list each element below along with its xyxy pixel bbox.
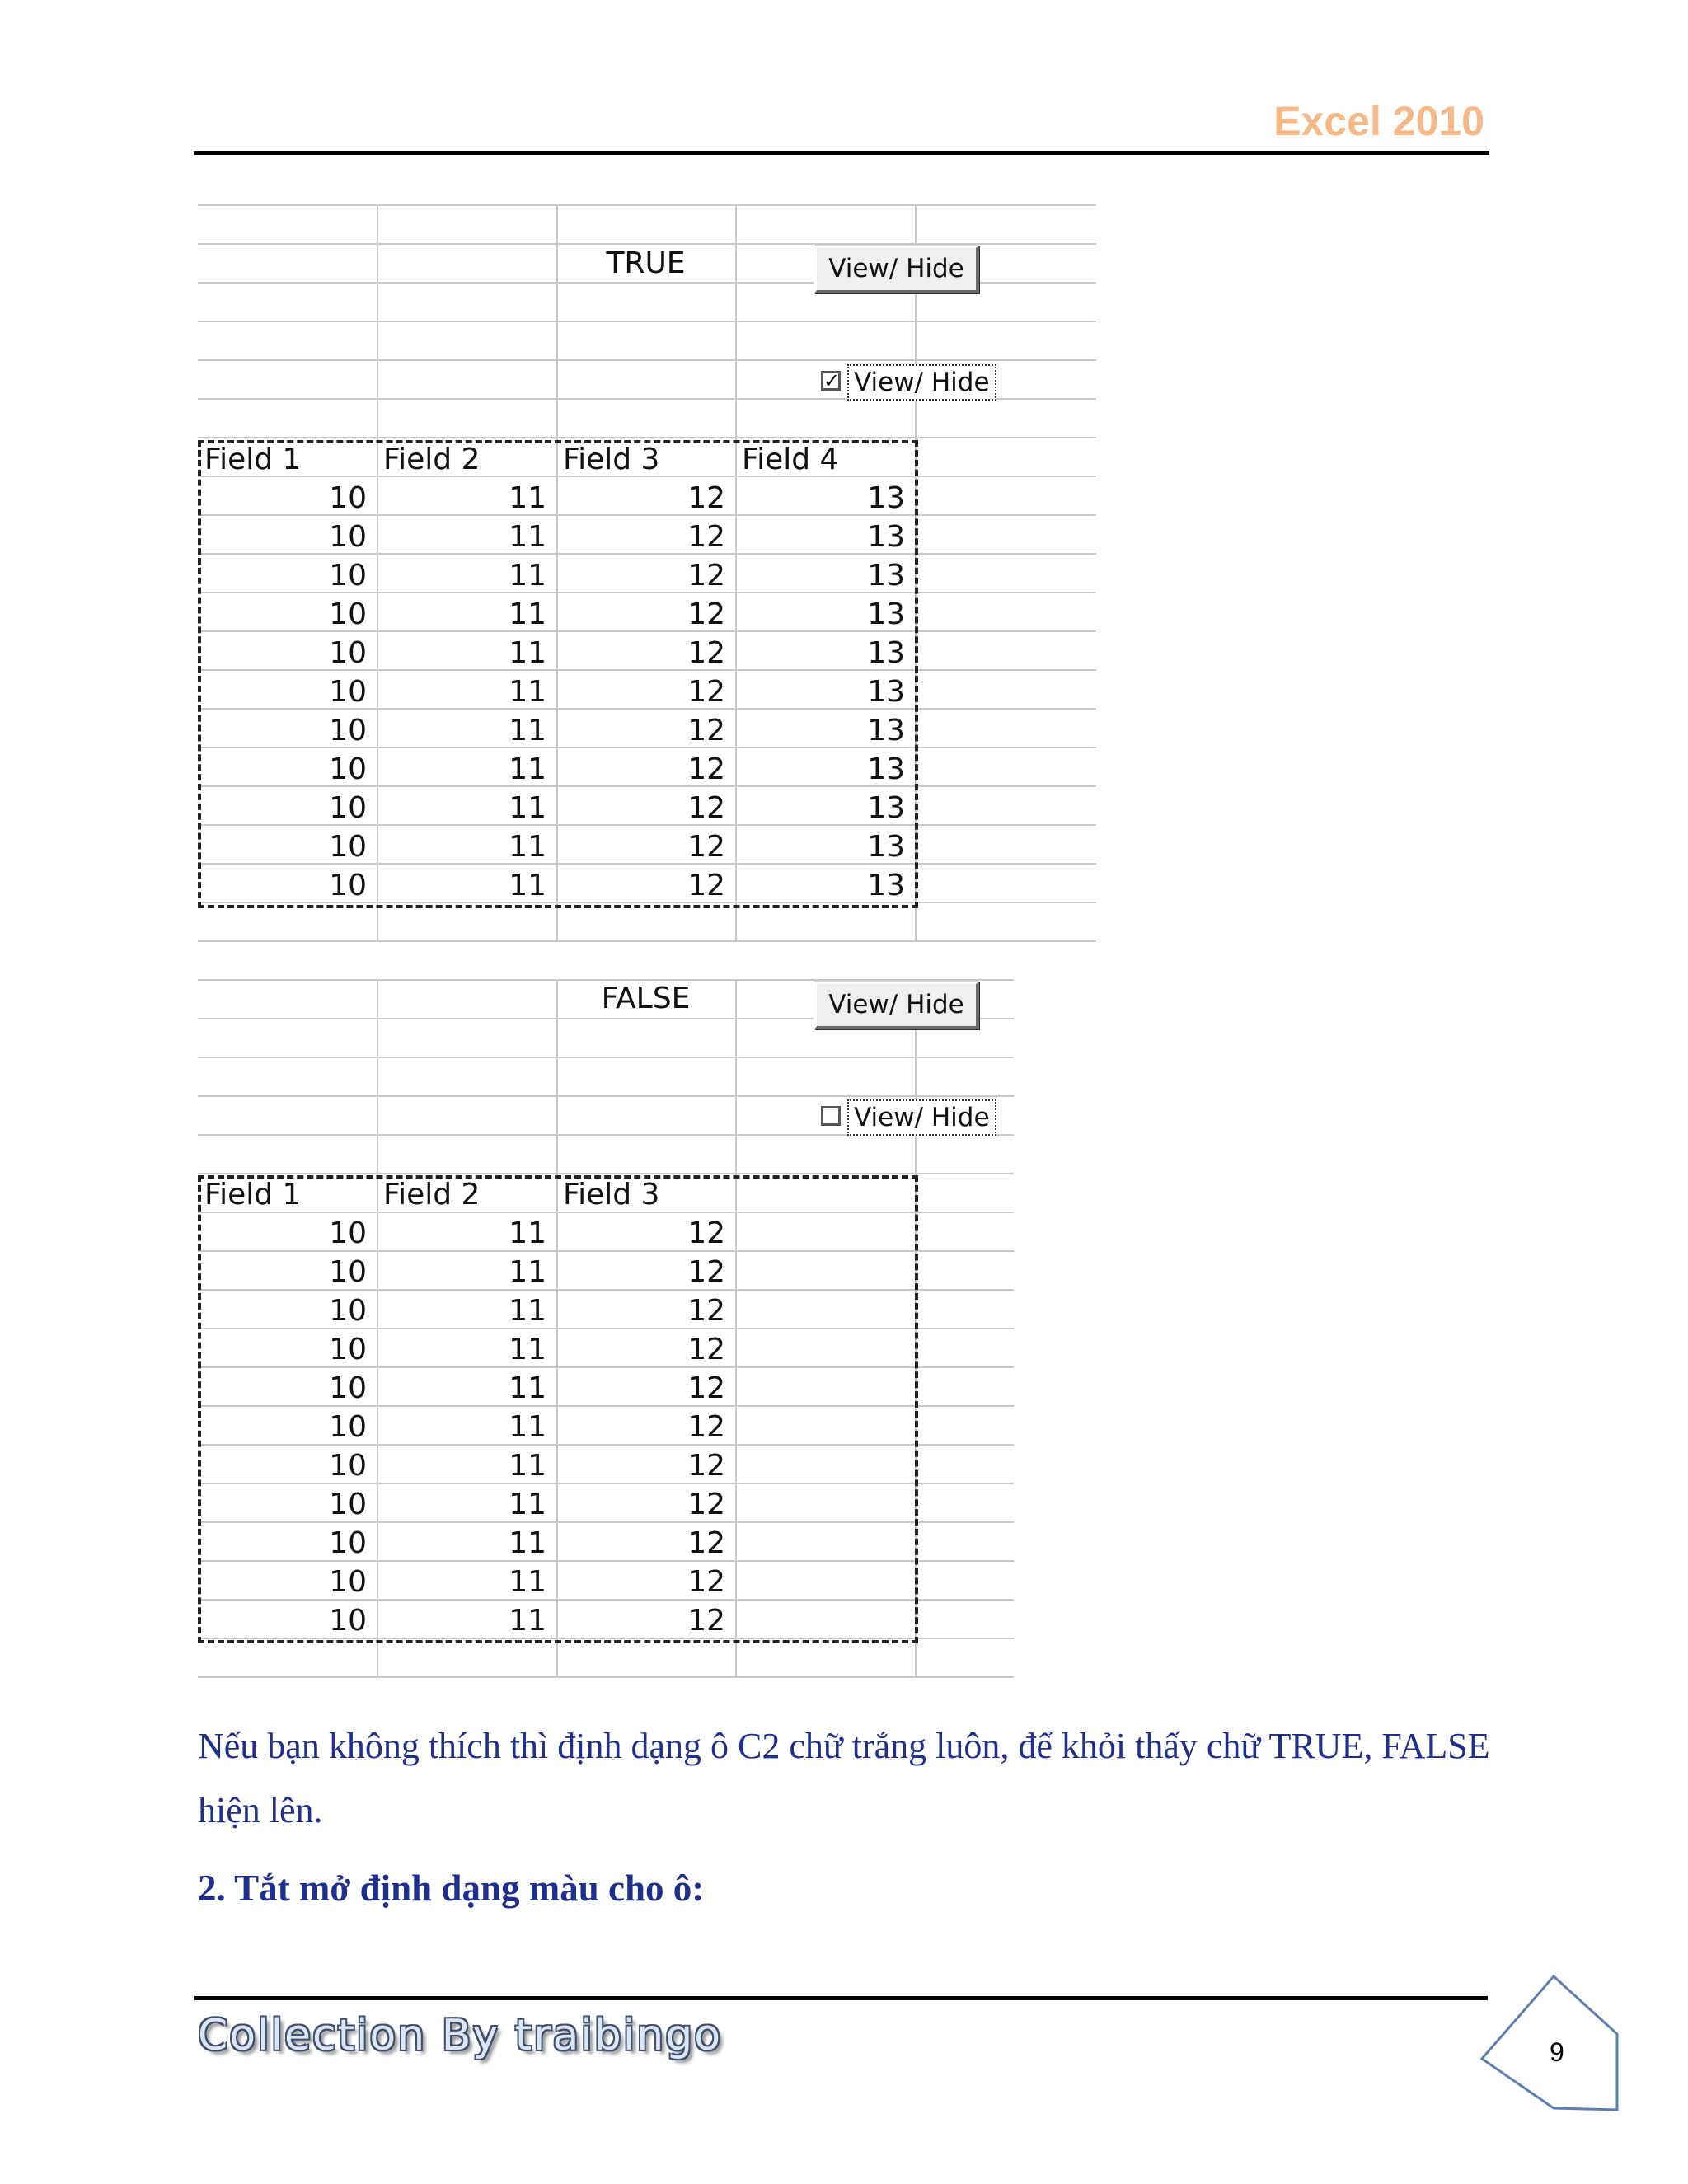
table-cell: 10 xyxy=(329,869,367,902)
gridline-horizontal xyxy=(198,321,1096,322)
table-cell: 12 xyxy=(687,1565,725,1599)
checkbox-unchecked-icon xyxy=(821,1106,841,1126)
table-cell: 13 xyxy=(867,598,905,631)
table-cell: 13 xyxy=(867,520,905,554)
status-cell-true: TRUE xyxy=(606,246,686,280)
table-cell: 13 xyxy=(867,559,905,593)
table-cell: 12 xyxy=(687,1216,725,1250)
table-cell: 12 xyxy=(687,559,725,593)
table-cell: 12 xyxy=(687,1410,725,1444)
view-hide-button[interactable] xyxy=(814,246,979,293)
footer-rule xyxy=(194,1996,1488,2000)
table-cell: 12 xyxy=(687,675,725,709)
status-cell-false: FALSE xyxy=(601,982,691,1015)
field-header: Field 1 xyxy=(204,443,302,476)
table-cell: 11 xyxy=(509,1526,546,1560)
section-heading: 2. Tắt mở định dạng màu cho ô: xyxy=(198,1868,705,1909)
header-rule xyxy=(194,151,1489,155)
table-cell: 13 xyxy=(867,714,905,748)
table-cell: 12 xyxy=(687,1294,725,1328)
table-cell: 11 xyxy=(509,1604,546,1638)
table-cell: 11 xyxy=(509,830,546,864)
table-cell: 10 xyxy=(329,481,367,515)
table-cell: 12 xyxy=(687,598,725,631)
table-cell: 12 xyxy=(687,1371,725,1405)
table-cell: 11 xyxy=(509,869,546,902)
table-cell: 10 xyxy=(329,636,367,670)
table-cell: 13 xyxy=(867,869,905,902)
table-cell: 13 xyxy=(867,791,905,825)
view-hide-button-label: View/ Hide xyxy=(828,990,964,1019)
field-header: Field 2 xyxy=(383,1178,481,1212)
table-cell: 10 xyxy=(329,1488,367,1521)
field-header: Field 2 xyxy=(383,443,481,476)
table-cell: 11 xyxy=(509,791,546,825)
table-cell: 12 xyxy=(687,520,725,554)
field-header: Field 4 xyxy=(742,443,839,476)
header-title: Excel 2010 xyxy=(1273,98,1484,144)
table-cell: 11 xyxy=(509,1371,546,1405)
table-cell: 11 xyxy=(509,752,546,786)
table-cell: 10 xyxy=(329,1565,367,1599)
spreadsheet-false-state xyxy=(198,979,1014,1685)
table-cell: 12 xyxy=(687,1488,725,1521)
gridline-horizontal xyxy=(198,204,1096,206)
body-paragraph: Nếu bạn không thích thì định dạng ô C2 chữ trắng luôn, để khỏi thấy chữ TRUE, FALSE hiện lên. xyxy=(198,1726,1490,1830)
table-cell: 13 xyxy=(867,752,905,786)
table-cell: 12 xyxy=(687,481,725,515)
table-cell: 10 xyxy=(329,1410,367,1444)
table-cell: 10 xyxy=(329,791,367,825)
table-cell: 11 xyxy=(509,1488,546,1521)
table-cell: 11 xyxy=(509,1333,546,1366)
table-cell: 11 xyxy=(509,636,546,670)
field-header: Field 3 xyxy=(563,1178,660,1212)
table-cell: 11 xyxy=(509,1410,546,1444)
table-cell: 11 xyxy=(509,1294,546,1328)
table-cell: 13 xyxy=(867,830,905,864)
gridline-horizontal xyxy=(198,437,1096,438)
table-cell: 11 xyxy=(509,675,546,709)
table-cell: 12 xyxy=(687,1333,725,1366)
table-cell: 10 xyxy=(329,830,367,864)
copy-marquee-selection xyxy=(198,440,918,908)
spreadsheet-true-state xyxy=(198,204,1096,948)
table-cell: 12 xyxy=(687,1604,725,1638)
table-cell: 12 xyxy=(687,714,725,748)
table-cell: 12 xyxy=(687,1255,725,1289)
table-cell: 10 xyxy=(329,752,367,786)
table-cell: 10 xyxy=(329,675,367,709)
gridline-horizontal xyxy=(198,1173,1014,1174)
table-cell: 11 xyxy=(509,1216,546,1250)
gridline-horizontal xyxy=(198,940,1096,942)
page-number: 9 xyxy=(1550,2037,1564,2067)
table-cell: 12 xyxy=(687,830,725,864)
table-cell: 11 xyxy=(509,481,546,515)
gridline-horizontal xyxy=(198,1676,1014,1678)
footer-collection-text: Collection By traibingo xyxy=(198,2011,723,2060)
view-hide-button[interactable] xyxy=(814,982,979,1029)
table-cell: 11 xyxy=(509,598,546,631)
table-cell: 11 xyxy=(509,1255,546,1289)
table-cell: 13 xyxy=(867,481,905,515)
view-hide-checkbox-label: View/ Hide xyxy=(847,364,996,401)
table-cell: 10 xyxy=(329,1526,367,1560)
table-cell: 12 xyxy=(687,1526,725,1560)
table-cell: 13 xyxy=(867,675,905,709)
table-cell: 10 xyxy=(329,714,367,748)
table-cell: 10 xyxy=(329,1371,367,1405)
table-cell: 11 xyxy=(509,520,546,554)
table-cell: 11 xyxy=(509,1565,546,1599)
view-hide-checkbox-label: View/ Hide xyxy=(847,1099,996,1136)
table-cell: 11 xyxy=(509,1449,546,1483)
table-cell: 12 xyxy=(687,1449,725,1483)
checkbox-checked-icon: ✓ xyxy=(821,371,841,391)
table-cell: 10 xyxy=(329,1294,367,1328)
table-cell: 10 xyxy=(329,1255,367,1289)
table-cell: 12 xyxy=(687,636,725,670)
gridline-horizontal xyxy=(198,359,1096,361)
table-cell: 12 xyxy=(687,791,725,825)
table-cell: 10 xyxy=(329,1333,367,1366)
table-cell: 11 xyxy=(509,559,546,593)
copy-marquee-selection xyxy=(198,1175,918,1643)
table-cell: 10 xyxy=(329,1449,367,1483)
table-cell: 13 xyxy=(867,636,905,670)
table-cell: 12 xyxy=(687,869,725,902)
table-cell: 10 xyxy=(329,1604,367,1638)
field-header: Field 1 xyxy=(204,1178,302,1212)
table-cell: 10 xyxy=(329,520,367,554)
table-cell: 12 xyxy=(687,752,725,786)
table-cell: 10 xyxy=(329,598,367,631)
table-cell: 10 xyxy=(329,1216,367,1250)
table-cell: 11 xyxy=(509,714,546,748)
view-hide-button-label: View/ Hide xyxy=(828,254,964,284)
gridline-horizontal xyxy=(198,1095,1014,1097)
field-header: Field 3 xyxy=(563,443,660,476)
table-cell: 10 xyxy=(329,559,367,593)
gridline-horizontal xyxy=(198,1057,1014,1058)
